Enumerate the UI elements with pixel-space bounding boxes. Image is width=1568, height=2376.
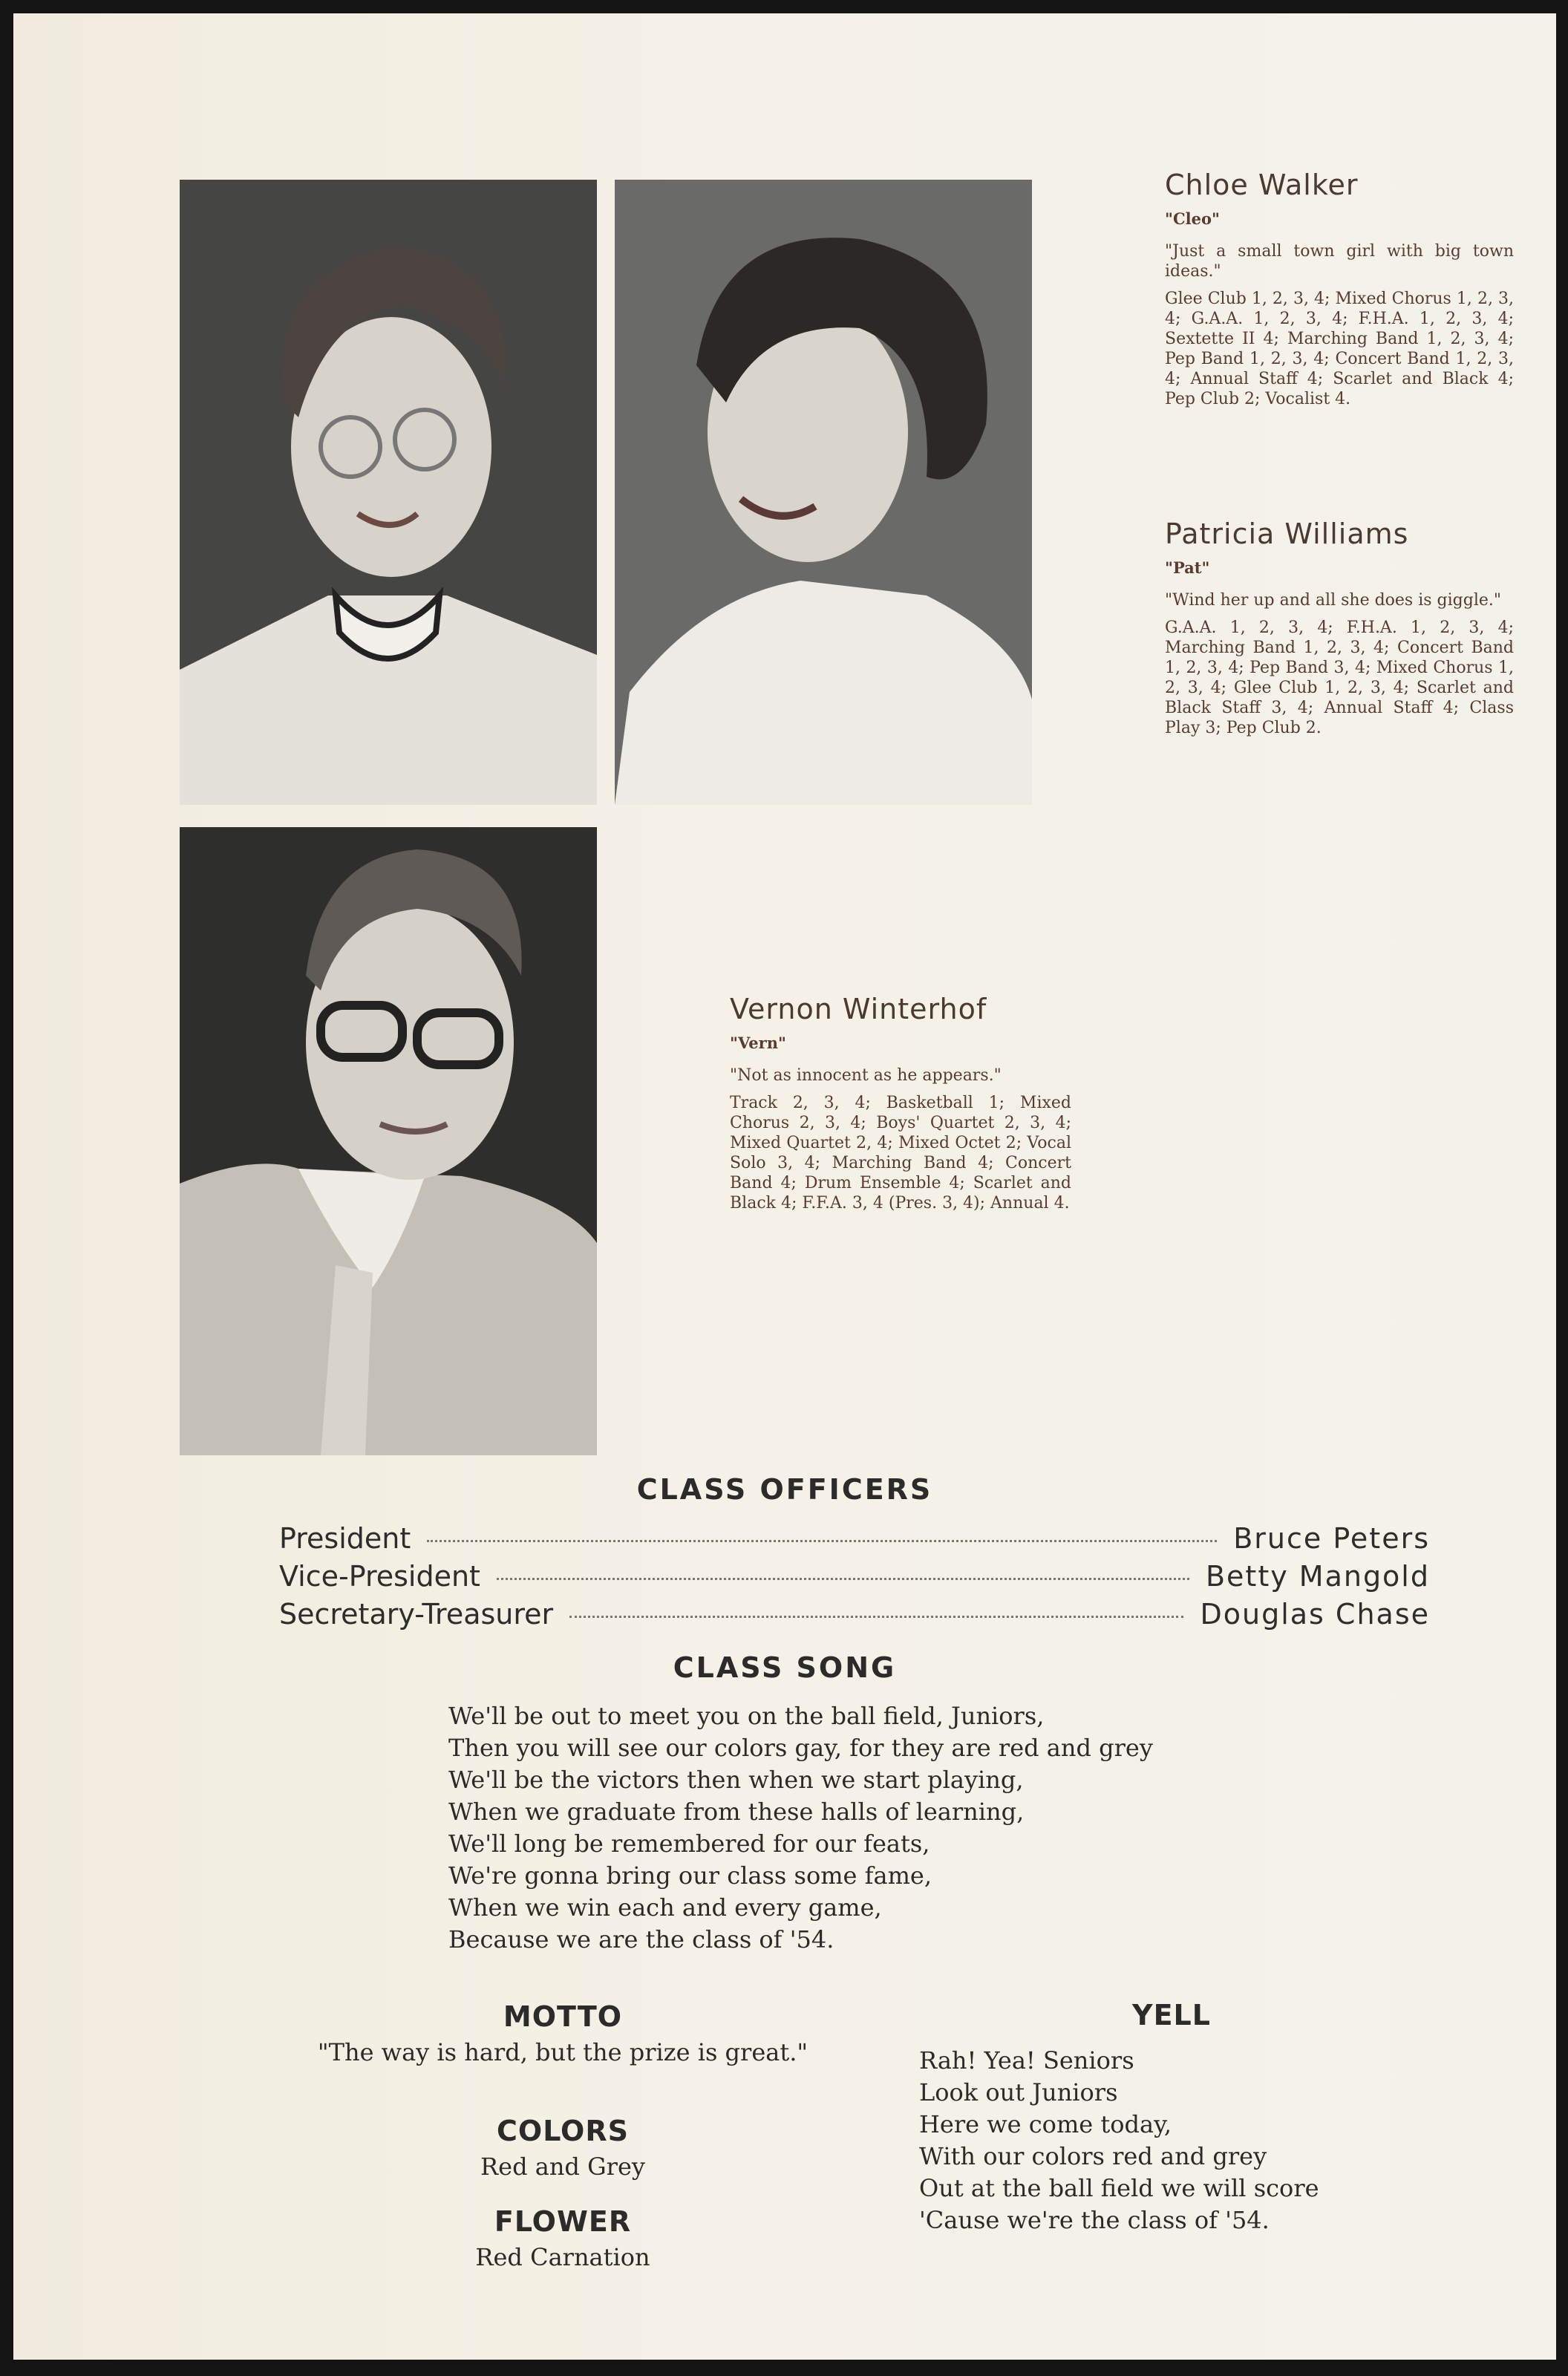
- student-quote: "Just a small town girl with big town ideas.": [1165, 241, 1514, 281]
- student-bio: [1165, 518, 1514, 738]
- yell-lines: [919, 2045, 1319, 2236]
- student-nickname: "Pat": [1165, 558, 1210, 577]
- yell-line: Out at the ball field we will score: [919, 2174, 1319, 2202]
- student-activities: Glee Club 1, 2, 3, 4; Mixed Chorus 1, 2, 3, 4; G.A.A. 1, 2, 3, 4; F.H.A. 1, 2, 3, 4; Sextette II 4; Marching Band 1, 2, 3, 4; Pep Band 1, 2, 3, 4; Concert Band 1, 2, 3, 4; Annual Staff 4; Scarlet and Black 4; Pep Club 2; Vocalist 4.: [1165, 289, 1514, 408]
- colors-text: Red and Grey: [480, 2153, 645, 2181]
- student-quote: "Wind her up and all she does is giggle.": [1165, 590, 1501, 610]
- officer-name: Bruce Peters: [1233, 1522, 1430, 1555]
- student-nickname: "Cleo": [1165, 209, 1220, 228]
- motto-text: "The way is hard, but the prize is great.": [317, 2038, 808, 2066]
- portrait-photo-vernon-winterhof: [180, 827, 597, 1455]
- song-line: We'll long be remembered for our feats,: [448, 1830, 930, 1858]
- song-line: Then you will see our colors gay, for they are red and grey: [448, 1734, 1153, 1762]
- officer-name: Betty Mangold: [1205, 1560, 1430, 1593]
- student-name: Patricia Williams: [1165, 518, 1409, 550]
- dot-leader: [497, 1578, 1189, 1580]
- song-line: We'll be out to meet you on the ball field, Juniors,: [448, 1702, 1045, 1730]
- portrait-photo-chloe-walker: [180, 180, 597, 805]
- song-line: Because we are the class of '54.: [448, 1925, 834, 1954]
- class-officers-heading: CLASS OFFICERS: [636, 1473, 933, 1506]
- dot-leader: [569, 1616, 1183, 1618]
- dot-leader: [427, 1540, 1217, 1542]
- class-song-lyrics: [448, 1700, 1153, 1956]
- officer-row: [279, 1598, 1430, 1636]
- yell-line: Rah! Yea! Seniors: [919, 2046, 1134, 2075]
- yell-heading: YELL: [1132, 1999, 1211, 2031]
- officer-name: Douglas Chase: [1200, 1598, 1430, 1631]
- yell-line: 'Cause we're the class of '54.: [919, 2206, 1270, 2234]
- student-name: Vernon Winterhof: [730, 993, 987, 1025]
- student-bio: [1165, 169, 1514, 409]
- song-line: We're gonna bring our class some fame,: [448, 1861, 932, 1890]
- student-quote: "Not as innocent as he appears.": [730, 1065, 1002, 1085]
- student-name: Chloe Walker: [1165, 169, 1359, 201]
- officer-row: [279, 1560, 1430, 1599]
- song-line: We'll be the victors then when we start playing,: [448, 1766, 1024, 1794]
- portrait-photo-patricia-williams: [615, 180, 1032, 805]
- song-line: When we graduate from these halls of learning,: [448, 1798, 1025, 1826]
- yell-line: Here we come today,: [919, 2110, 1172, 2138]
- officer-role: Secretary-Treasurer: [279, 1598, 554, 1631]
- yell-line: With our colors red and grey: [919, 2142, 1267, 2170]
- officer-role: Vice-President: [279, 1560, 480, 1593]
- flower-heading: FLOWER: [494, 2205, 632, 2238]
- officer-role: President: [279, 1522, 411, 1555]
- student-activities: G.A.A. 1, 2, 3, 4; F.H.A. 1, 2, 3, 4; Marching Band 1, 2, 3, 4; Concert Band 1, 2, 3, 4; Pep Band 3, 4; Mixed Chorus 1, 2, 3, 4; Glee Club 1, 2, 3, 4; Scarlet and Black Staff 3, 4; Annual Staff 4; Class Play 3; Pep Club 2.: [1165, 618, 1514, 737]
- colors-heading: COLORS: [497, 2115, 629, 2147]
- student-bio: [730, 993, 1071, 1213]
- class-song-heading: CLASS SONG: [673, 1651, 897, 1684]
- motto-heading: MOTTO: [503, 2000, 623, 2033]
- student-nickname: "Vern": [730, 1033, 786, 1052]
- yearbook-page: [13, 13, 1556, 2360]
- student-activities: Track 2, 3, 4; Basketball 1; Mixed Chorus 2, 3, 4; Boys' Quartet 2, 3, 4; Mixed Quartet 2, 4; Mixed Octet 2; Vocal Solo 3, 4; Marching Band 4; Concert Band 4; Drum Ensemble 4; Scarlet and Black 4; F.F.A. 3, 4 (Pres. 3, 4); Annual 4.: [730, 1093, 1071, 1213]
- officer-row: [279, 1522, 1430, 1561]
- song-line: When we win each and every game,: [448, 1893, 882, 1922]
- yell-line: Look out Juniors: [919, 2078, 1118, 2106]
- flower-text: Red Carnation: [475, 2243, 650, 2271]
